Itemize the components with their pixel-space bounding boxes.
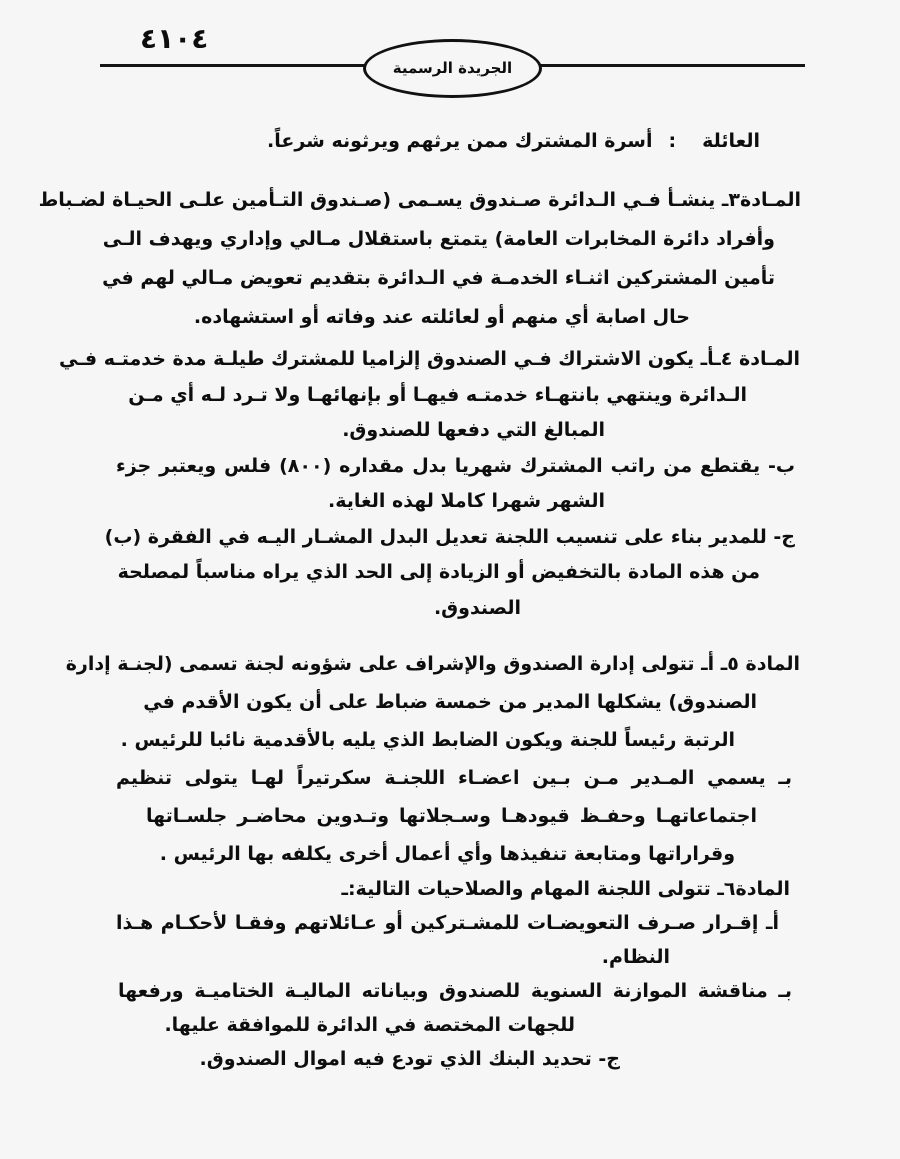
article6-line: ج- تحديد البنك الذي تودع فيه اموال الصندوق. bbox=[199, 1048, 620, 1070]
article3-line: حال اصابة أي منهم أو لعائلته عند وفاته أو استشهاده. bbox=[193, 306, 690, 328]
gazette-banner-ellipse bbox=[363, 39, 542, 98]
article6-line: بـ مناقشة الموازنة السنوية للصندوق وبياناته الماليـة الختاميـة ورفعها bbox=[118, 980, 792, 1002]
article-5 bbox=[65, 645, 805, 873]
article4-line: الصندوق. bbox=[433, 596, 522, 619]
article6-line: النظام. bbox=[601, 946, 670, 968]
article-6 bbox=[100, 872, 805, 1076]
article5-line: بـ يسمي المـدير مـن بـين اعضـاء اللجنـة سكرتيراً لهـا يتولى تنظيم bbox=[116, 767, 792, 789]
article6-line: المادة٦ـ تتولى اللجنة المهام والصلاحيات التالية:ـ bbox=[341, 878, 790, 900]
definition-colon: : bbox=[668, 130, 677, 152]
article5-line: وقراراتها ومتابعة تنفيذها وأي أعمال أخرى يكلفه بها الرئيس . bbox=[159, 843, 735, 865]
article5-line: الرتبة رئيساً للجنة ويكون الضابط الذي يليه بالأقدمية نائبا للرئيس . bbox=[120, 729, 735, 751]
gazette-banner-title: الجريدة الرسمية bbox=[392, 58, 513, 77]
article4-line: من هذه المادة بالتخفيض أو الزيادة إلى الحد الذي يراه مناسباً لمصلحة bbox=[117, 561, 760, 583]
definition-text: أسرة المشترك ممن يرثهم ويرثونه شرعاً. bbox=[267, 130, 653, 152]
page-number: ٤١٠٤ bbox=[140, 22, 209, 55]
article5-line: الصندوق) يشكلها المدير من خمسة ضباط على أن يكون الأقدم في bbox=[143, 691, 757, 713]
definition-line bbox=[100, 122, 760, 161]
article4-line: المـادة ٤ـأـ يكون الاشتراك فـي الصندوق إلزاميا للمشترك طيلـة مدة خدمتـه فـي bbox=[58, 348, 800, 370]
article6-line: للجهات المختصة في الدائرة للموافقة عليها. bbox=[164, 1014, 575, 1036]
article5-line: المادة ٥ـ أـ تتولى إدارة الصندوق والإشراف على شؤونه لجنة تسمى (لجنـة إدارة bbox=[65, 653, 800, 675]
article4-line: الـدائرة وينتهي بانتهـاء خدمتـه فيهـا أو بإنهائهـا ولا تـرد لـه أي مـن bbox=[128, 383, 747, 406]
definition-term: العائلة bbox=[702, 130, 760, 152]
article3-line: وأفراد دائرة المخابرات العامة) يتمتع باستقلال مـالي وإداري ويهدف الـى bbox=[102, 228, 775, 250]
article3-line: تأمين المشتركين اثنـاء الخدمـة في الـدائرة بتقديم تعويض مـالي لهم في bbox=[102, 267, 775, 289]
article4-line: ب- يقتطع من راتب المشترك شهريا بدل مقداره (٨٠٠) فلس ويعتبر جزء bbox=[116, 454, 795, 477]
article5-line: اجتماعاتهـا وحفـظ قيودهـا وسـجلاتها وتـدوين محاضـر جلسـاتها bbox=[146, 805, 757, 827]
article-3 bbox=[38, 181, 805, 337]
article-4 bbox=[58, 342, 805, 626]
article4-line: ج- للمدير بناء على تنسيب اللجنة تعديل البدل المشـار اليـه في الفقرة (ب) bbox=[104, 525, 795, 548]
article4-line: المبالغ التي دفعها للصندوق. bbox=[342, 419, 605, 441]
article4-line: الشهر شهرا كاملا لهذه الغاية. bbox=[328, 490, 605, 512]
article3-line: المـادة٣ـ ينشـأ فـي الـدائرة صـندوق يسـمى (صـندوق التـأمين علـى الحيـاة لضـباط bbox=[38, 189, 801, 211]
article6-line: أـ إقـرار صـرف التعويضـات للمشـتركين أو عـائلاتهم وفقـا لأحكـام هـذا bbox=[116, 912, 779, 934]
document-body bbox=[38, 0, 805, 1159]
